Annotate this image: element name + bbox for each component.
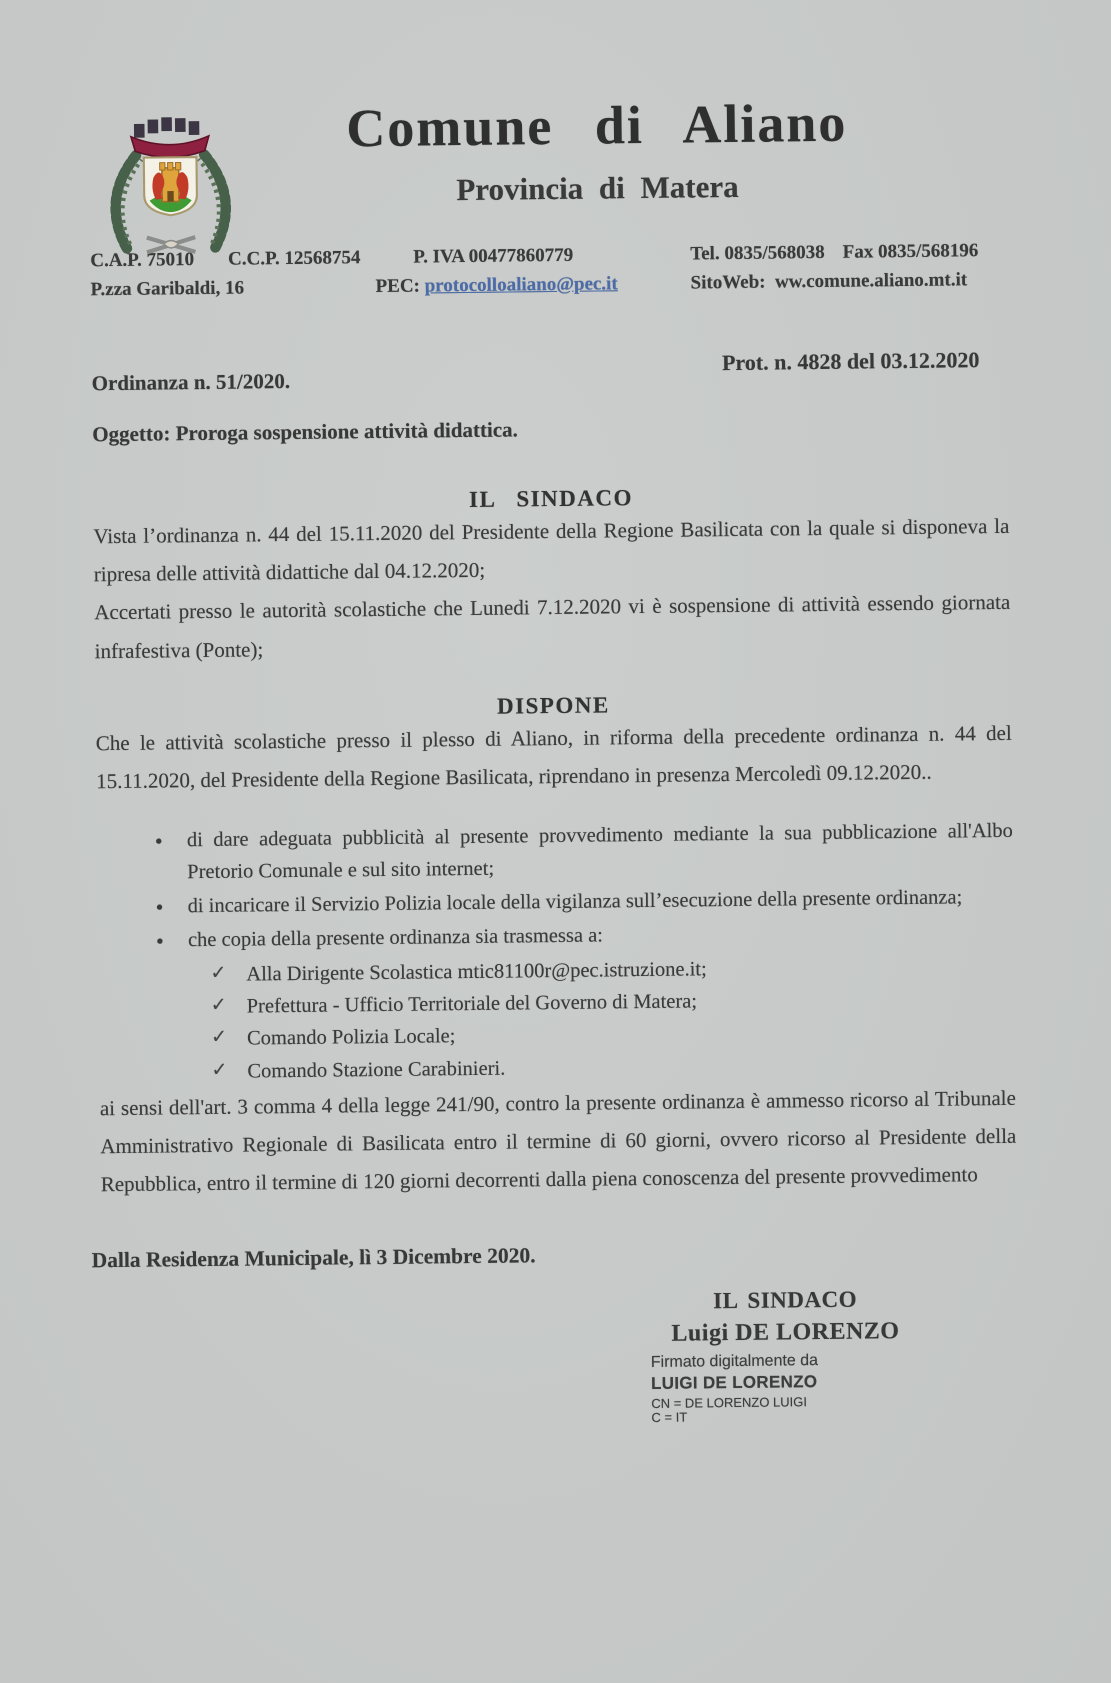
recipients-list (188, 949, 1015, 1088)
cap-value: C.A.P. 75010 (90, 248, 195, 271)
paragraph-dispone-text: Che le attività scolastiche presso il plesso di Aliano, in riforma della precedente ordinanza n. 44 del 15.11.2020, del Presidente della Regione Basilicata, riprendano in presenza Mercoledì 09.12.2020.. (95, 720, 1012, 794)
check-icon: ✓ (210, 962, 227, 984)
digital-signature-line: CN = DE LORENZO LUIGI (651, 1393, 808, 1411)
list-item-text: di incaricare il Servizio Polizia locale della vigilanza sull’esecuzione della presente ordinanza; (187, 886, 963, 918)
fax-value: Fax 0835/568196 (842, 239, 979, 263)
recipient-text: Alla Dirigente Scolastica mtic81100r@pec.istruzione.it; (246, 957, 707, 986)
list-item (156, 916, 1016, 1089)
signature-name: Luigi DE LORENZO (671, 1317, 900, 1347)
piva-value: P. IVA 00477860779 (413, 244, 574, 268)
check-icon: ✓ (210, 1027, 228, 1049)
digital-signature-line: Firmato digitalmente da (650, 1351, 819, 1371)
heading-dispone: DISPONE (496, 692, 610, 719)
protocol-number: Prot. n. 4828 del 03.12.2020 (721, 347, 980, 376)
pec-email-link: protocolloaliano@pec.it (424, 273, 618, 297)
bullet-icon: • (154, 828, 163, 854)
check-icon: ✓ (211, 1059, 228, 1081)
digital-signature-line: LUIGI DE LORENZO (650, 1371, 818, 1393)
list-item-lead: che copia della presente ordinanza sia trasmessa a: (187, 924, 604, 951)
heading-il-sindaco: IL SINDACO (468, 485, 634, 512)
paragraph-vista: Vista l’ordinanza n. 44 del 15.11.2020 del Presidente della Regione Basilicata con la quale si disponeva la ripresa delle attività didattiche dal 04.12.2020; (93, 513, 1010, 587)
check-icon: ✓ (210, 994, 227, 1016)
tel-value: Tel. 0835/568038 (690, 241, 825, 265)
meta-row (91, 347, 1008, 396)
contact-col-right (690, 236, 1007, 298)
signature-block (630, 1285, 942, 1425)
letterhead (89, 93, 1007, 313)
page-subtitle: Provincia di Matera (456, 168, 739, 207)
list-item (155, 816, 1014, 889)
recipient-text: Comando Stazione Carabinieri. (247, 1057, 506, 1083)
page-title: Comune di Aliano (345, 92, 848, 159)
recipient-text: Comando Polizia Locale; (246, 1025, 456, 1050)
bullet-icon: • (155, 894, 164, 920)
disposition-list (97, 816, 1016, 1089)
recipient-text: Prefettura - Ufficio Territoriale del Governo di Matera; (246, 990, 698, 1018)
signature-title: IL SINDACO (713, 1286, 858, 1313)
contact-col-middle (375, 239, 691, 301)
ccp-value: C.C.P. 12568754 (227, 246, 361, 270)
municipal-coat-of-arms-icon (90, 97, 250, 257)
bullet-icon: • (155, 928, 164, 954)
list-item-text (188, 916, 1016, 1089)
web-label: SitoWeb: (690, 271, 766, 294)
list-item-text: di dare adeguata pubblicità al presente provvedimento mediante la sua pubblicazione all'Albo Pretorio Comunale e sul sito internet; (186, 820, 1013, 884)
pec-label: PEC: (375, 275, 421, 298)
digital-signature (631, 1350, 942, 1425)
ordinance-number: Ordinanza n. 51/2020. (91, 368, 291, 396)
paragraph-ricorso: ai sensi dell'art. 3 comma 4 della legge 241/90, contro la presente ordinanza è ammesso ricorso al Tribunale Amministrativo Regionale di Basilicata entro il termine di 60 giorni, ovvero ricorso al Presidente della Repubblica, entro il termine di 120 giorni decorrenti dalla piena conoscenza del presente provvedimento (99, 1085, 1017, 1197)
digital-signature-line: C = IT (651, 1409, 688, 1425)
address-value: P.zza Garibaldi, 16 (90, 277, 245, 301)
subject-line: Oggetto: Proroga sospensione attività didattica. (92, 417, 518, 447)
dateline: Dalla Residenza Municipale, lì 3 Dicembre 2020. (91, 1242, 536, 1272)
web-value: ww.comune.aliano.mt.it (774, 269, 968, 293)
paragraph-accertati: Accertati presso le autorità scolastiche che Lunedi 7.12.2020 vi è sospensione di attività essendo giornata infrafestiva (Ponte); (94, 590, 1011, 663)
